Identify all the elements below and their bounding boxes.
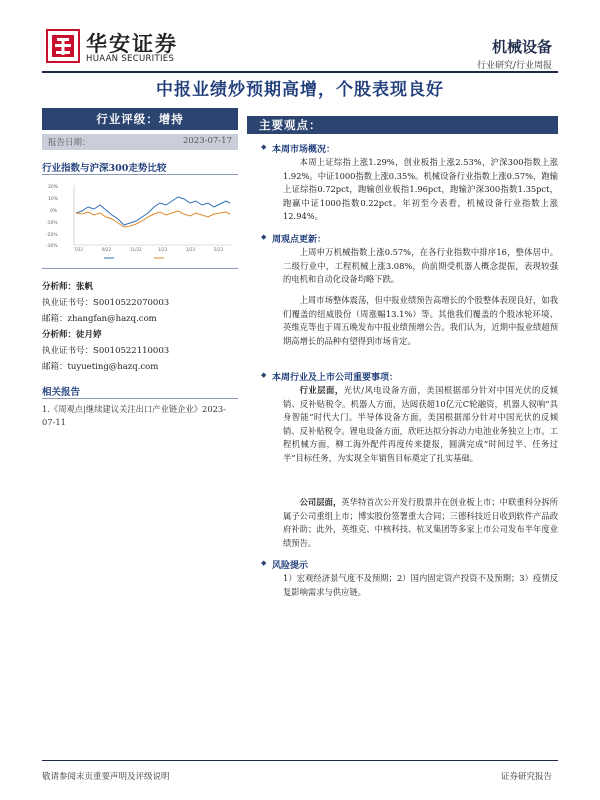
svg-text:10%: 10% xyxy=(48,197,59,202)
section-heading-risk: ◆ 风险提示 xyxy=(272,558,308,571)
analyst1-name: 分析师：张帆 xyxy=(42,282,94,292)
svg-text:9/22: 9/22 xyxy=(102,247,111,252)
analyst2-email-link[interactable]: tuyueting@hazq.com xyxy=(67,362,159,372)
report-date-value: 2023-07-17 xyxy=(182,136,232,146)
svg-text:-20%: -20% xyxy=(46,233,58,238)
section-heading-market: ◆ 本周市场概况： xyxy=(272,142,335,155)
company-name-en: HUAAN SECURITIES xyxy=(86,54,175,64)
analyst2-email: 邮箱：tuyueting@hazq.com xyxy=(42,362,159,372)
svg-text:7/22: 7/22 xyxy=(74,247,83,252)
report-date-row xyxy=(42,134,238,150)
analyst2-cert: 执业证书号：S0010522110003 xyxy=(42,346,170,356)
svg-text:-10%: -10% xyxy=(46,221,58,226)
svg-text:3/23: 3/23 xyxy=(186,247,195,252)
company-logo xyxy=(46,27,196,67)
svg-text:11/22: 11/22 xyxy=(130,247,142,252)
logo-seal-icon xyxy=(46,29,80,63)
svg-text:-30%: -30% xyxy=(46,244,58,249)
svg-text:5/23: 5/23 xyxy=(214,247,223,252)
related-reports-title: 相关报告 xyxy=(42,387,81,398)
chart-title-divider xyxy=(42,174,238,175)
series-line-hs300 xyxy=(76,211,230,227)
chart-xticks xyxy=(74,247,223,252)
chart-title: 行业指数与沪深300走势比较 xyxy=(42,163,167,174)
series-line-industry xyxy=(76,197,230,225)
industry-level-paragraph: 行业层面，光伏/风电设备方面，美国根据部分针对中国光伏的反倾销、反补贴税令。机器人方面，达闼获超10亿元C轮融资，机器人叙响“具身智能”时代大门。半导体设备方面，美国根据部分针对中国光伏的反倾销、反补贴税令。锂电设备方面，欣旺达拟分拆动力电池业务独立上市。工程机械方面，柳工海外配件再度传来捷报，圆满完成“时间过半、任务过半”目标任务，为实现全年销售目标奠定了扎实基础。 xyxy=(283,385,558,463)
report-date-label: 报告日期： xyxy=(48,138,91,148)
risk-warning-paragraph: 1）宏观经济景气度不及预期；2）国内固定资产投资不及预期；3）疫情反复影响需求与供应链。 xyxy=(283,573,558,597)
section-heading-weekly-view: ◆ 周观点更新： xyxy=(272,232,326,245)
svg-text:1/23: 1/23 xyxy=(158,247,167,252)
company-level-paragraph: 公司层面，英华特首次公开发行股票并在创业板上市；中联重科分拆所属子公司重组上市；博实股份签署重大合同；三德科技近日收到软件产品政府补助；此外，英维克、中核科技、杭叉集团等多家上市公司发布半年度业绩预告。 xyxy=(283,497,558,548)
analyst1-email-link[interactable]: zhangfan@hazq.com xyxy=(67,314,157,324)
footer-disclaimer: 敬请参阅末页重要声明及评级说明 xyxy=(42,772,170,782)
analyst2-name: 分析师：徒月婷 xyxy=(42,330,102,340)
related-report-item[interactable]: 1.《周观点|继续建议关注出口产业链企业》2023-07-11 xyxy=(42,404,226,427)
svg-text:0%: 0% xyxy=(50,209,58,214)
footer-doc-type: 证券研究报告 xyxy=(500,772,552,782)
weekly-view-paragraph-2: 上周市场整体震荡，但中报业绩预告高增长的个股整体表现良好，如我们覆盖的纽威股份（周涨幅13.1%）等。其他我们覆盖的个股冰轮环境、英维克等也于周五晚发布中报业绩预增公告。我们认为，近期中报业绩超预期高增长的品种有望得到市场肯定。 xyxy=(283,295,558,346)
analyst1-cert: 执业证书号：S0010522070003 xyxy=(42,298,170,308)
report-type: 行业研究/行业周报 xyxy=(476,61,552,71)
industry-name: 机械设备 xyxy=(491,38,552,56)
section-heading-events: ◆ 本周行业及上市公司重要事项： xyxy=(272,370,398,383)
analyst1-email: 邮箱：zhangfan@hazq.com xyxy=(42,314,157,324)
company-name-cn: 华安证券 xyxy=(86,31,178,56)
analyst-divider xyxy=(42,268,238,269)
market-overview-paragraph: 本周上证综指上涨1.29%，创业板指上涨2.53%，沪深300指数上涨1.92%。中证1000指数上涨0.35%。机械设备行业指数上涨0.57%，跑输上证综指0.72pct，跑输创业板指1.96pct，跑输沪深300指数1.35pct，跑赢中证1000指数0.22pct。年初至今表看，机械设备行业指数上涨12.94%。 xyxy=(283,157,558,221)
key-points-header: 主要观点： xyxy=(247,116,558,134)
header-divider xyxy=(42,71,558,73)
chart-yticks xyxy=(46,184,59,249)
report-title: 中报业绩炒预期高增，个股表现良好 xyxy=(156,80,444,100)
industry-rating: 行业评级：增持 xyxy=(42,108,238,130)
related-reports-divider xyxy=(42,398,238,399)
index-comparison-chart xyxy=(44,177,238,263)
svg-text:20%: 20% xyxy=(48,185,59,190)
weekly-view-paragraph-1: 上周申万机械指数上涨0.57%，在各行业指数中排序16，整体居中。二级行业中，工程机械上涨3.08%，尚前期受机器人概念提振，表现较强的电机和自动化设备均略下跌。 xyxy=(283,247,558,284)
footer-divider xyxy=(42,760,558,761)
